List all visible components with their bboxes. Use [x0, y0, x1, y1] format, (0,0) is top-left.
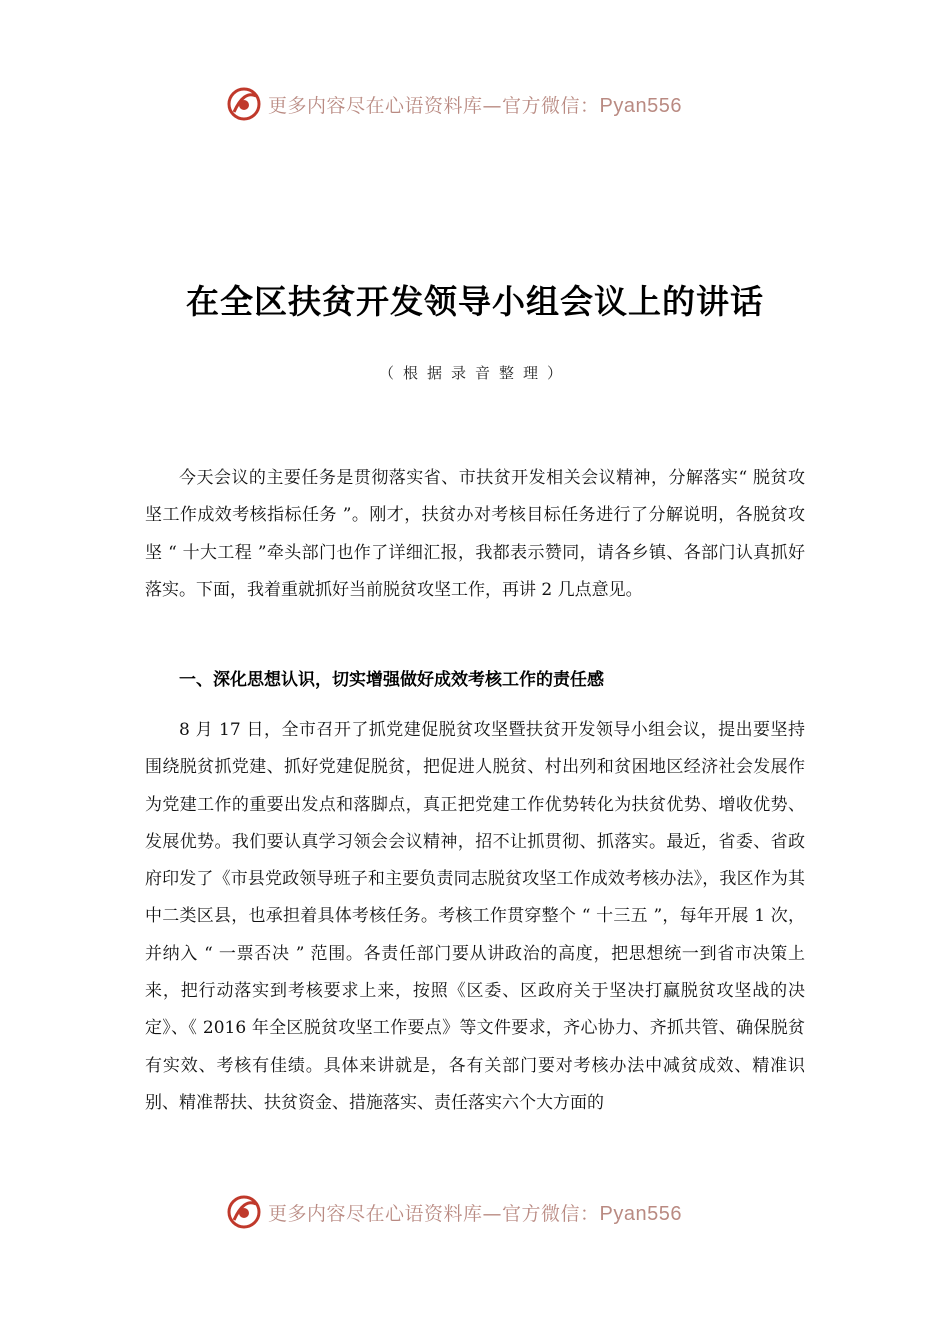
section-heading: 一、深化思想认识，切实增强做好成效考核工作的责任感: [179, 670, 604, 690]
watermark-logo-icon: [226, 1194, 262, 1230]
watermark-logo-icon: [226, 86, 262, 122]
document-subtitle: （根据录音整理）: [378, 364, 571, 382]
watermark-wechat-id: Pyan556: [599, 94, 682, 117]
watermark-header: [226, 84, 746, 124]
paragraph-body: 8 月 17 日，全市召开了抓党建促脱贫攻坚暨扶贫开发领导小组会议，提出要坚持围绕脱贫抓党建、抓好党建促脱贫，把促进人脱贫、村出列和贫困地区经济社会发展作为党建工作的重要出发点和落脚点，真正把党建工作优势转化为扶贫优势、增收优势、发展优势。我们要认真学习领会会议精神，招不让抓贯彻、抓落实。最近，省委、省政府印发了《市县党政领导班子和主要负责同志脱贫攻坚工作成效考核办法》，我区作为其中二类区县，也承担着具体考核任务。考核工作贯穿整个 “ 十三五 ”，每年开展 1 次，并纳入 “ 一票否决 ” 范围。各责任部门要从讲政治的高度，把思想统一到省市决策上来，把行动落实到考核要求上来，按照《区委、区政府关于坚决打赢脱贫攻坚战的决定》、《 2016 年全区脱贫攻坚工作要点》等文件要求，齐心协力、齐抓共管、确保脱贫有实效、考核有佳绩。具体来讲就是，各有关部门要对考核办法中减贫成效、精准识别、精准帮扶、扶贫资金、措施落实、责任落实六个大方面的: [145, 720, 805, 1113]
paragraph-intro: 今天会议的主要任务是贯彻落实省、市扶贫开发相关会议精神，分解落实“ 脱贫攻坚工作成效考核指标任务 ”。刚才，扶贫办对考核目标任务进行了分解说明，各脱贫攻坚 “ 十大工程 ”牵头部门也作了详细汇报，我都表示赞同，请各乡镇、各部门认真抓好落实。下面，我着重就抓好当前脱贫攻坚工作，再讲 2 几点意见。: [145, 468, 805, 600]
watermark-footer: [226, 1192, 746, 1232]
document-title: 在全区扶贫开发领导小组会议上的讲话: [186, 282, 764, 321]
watermark-wechat-id: Pyan556: [599, 1202, 682, 1225]
watermark-text: 更多内容尽在心语资料库—官方微信：Pyan556: [268, 1202, 682, 1225]
watermark-text: 更多内容尽在心语资料库—官方微信：Pyan556: [268, 94, 682, 117]
